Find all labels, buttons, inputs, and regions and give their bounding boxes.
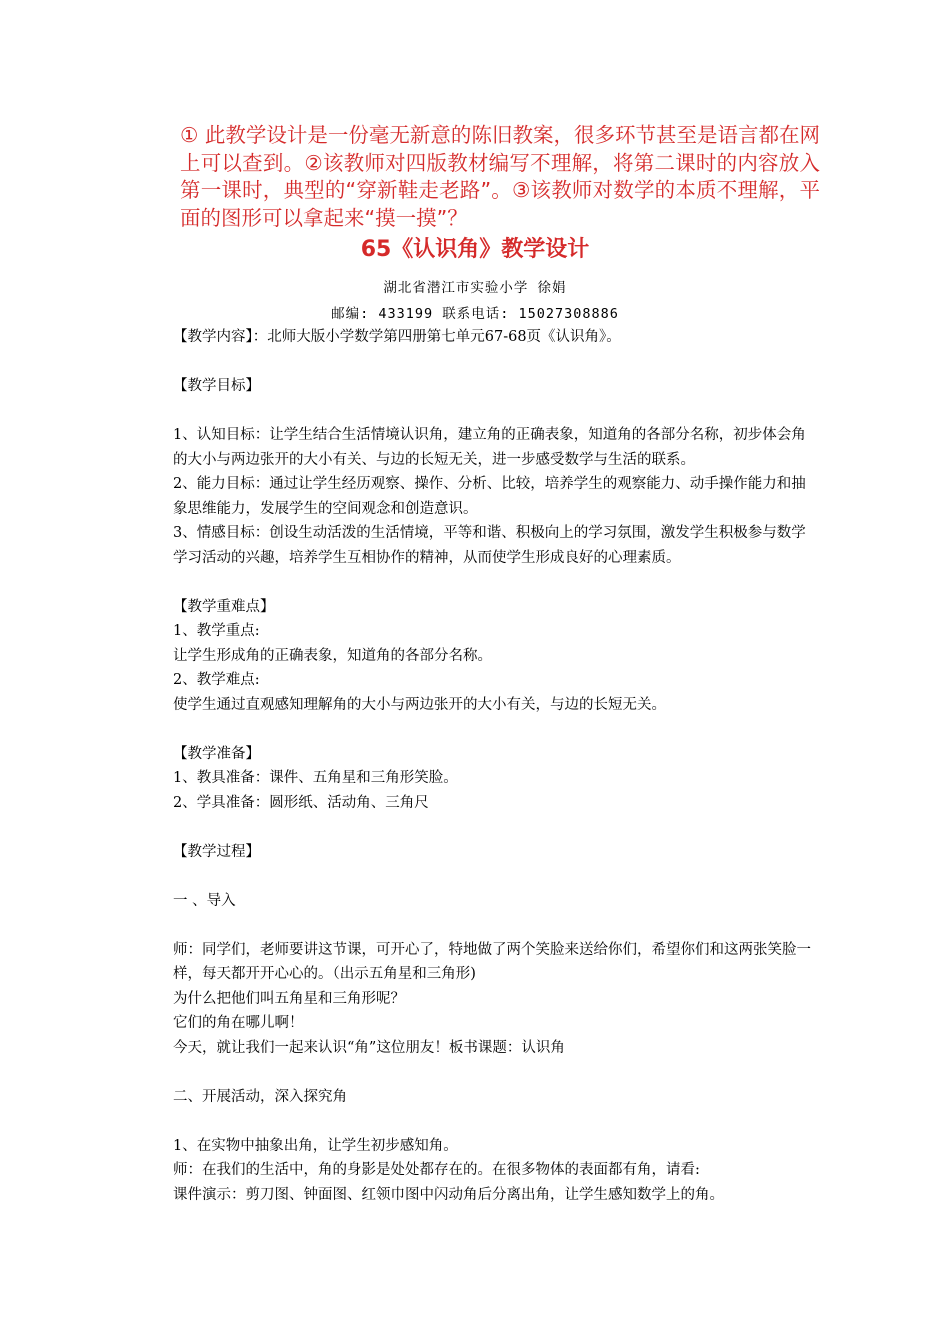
key-point-label: 1、教学重点: [173, 623, 260, 639]
difficulty-text: 使学生通过直观感知理解角的大小与两边张开的大小有关，与边的长短无关。 [173, 696, 666, 713]
prep-teacher: 1、教具准备：课件、五角星和三角形笑脸。 [173, 770, 458, 786]
question-2: 它们的角在哪儿啊！ [173, 1015, 304, 1031]
document-body [173, 325, 813, 1207]
question-3: 今天，就让我们一起来认识“角”这位朋友！板书课题：认识角 [173, 1039, 565, 1056]
teacher-intro: 师：同学们，老师要讲这节课，可开心了，特地做了两个笑脸来送给你们，希望你们和这两张笑脸一样，每天都开开心心的。（出示五角星和三角形) [173, 941, 811, 982]
goal-1: 1、认知目标：让学生结合生活情境认识角，建立角的正确表象，知道角的各部分名称，初步体会角的大小与两边张开的大小有关、与边的长短无关，进一步感受数学与生活的联系。 [173, 427, 806, 468]
page-title: 65《认识角》教学设计 [360, 237, 590, 262]
step-2-1: 1、在实物中抽象出角，让学生初步感知角。 [173, 1137, 458, 1154]
author-line: 湖北省潜江市实验小学 徐娟 [383, 280, 567, 296]
process-heading: 【教学过程】 [173, 843, 260, 860]
goal-3: 3、情感目标：创设生动活泼的生活情境，平等和谐、积极向上的学习氛围，激发学生积极参与数学学习活动的兴趣，培养学生互相协作的精神，从而使学生形成良好的心理素质。 [173, 525, 806, 566]
courseware-demo: 课件演示：剪刀图、钟面图、红领巾图中闪动角后分离出角，让学生感知数学上的角。 [173, 1186, 724, 1203]
prep-student: 2、学具准备：圆形纸、活动角、三角尺 [173, 794, 429, 811]
step-2-heading: 二、开展活动，深入探究角 [173, 1088, 347, 1105]
step-1-heading: 一 、导入 [173, 892, 236, 909]
contact-line: 邮编: 433199 联系电话: 15027308886 [331, 306, 619, 322]
goals-heading: 【教学目标】 [173, 378, 260, 394]
key-point-text: 让学生形成角的正确表象，知道角的各部分名称。 [173, 647, 492, 664]
goal-2: 2、能力目标：通过让学生经历观察、操作、分析、比较，培养学生的观察能力、动手操作能力和抽象思维能力，发展学生的空间观念和创造意识。 [173, 476, 806, 517]
teaching-content: 【教学内容】：北师大版小学数学第四册第七单元67-68页《认识角》。 [173, 329, 621, 345]
review-comment: ① 此教学设计是一份毫无新意的陈旧教案，很多环节甚至是语言都在网上可以查到。②该教师对四版教材编写不理解，将第二课时的内容放入第一课时，典型的“穿新鞋走老路”。③该教师对数学的本质不理解，平面的图形可以拿起来“摸一摸”？ [180, 123, 820, 230]
key-heading: 【教学重难点】 [173, 598, 275, 615]
prep-heading: 【教学准备】 [173, 745, 260, 762]
question-1: 为什么把他们叫五角星和三角形呢？ [173, 990, 405, 1007]
difficulty-label: 2、教学难点: [173, 672, 260, 688]
teacher-explain: 师：在我们的生活中，角的身影是处处都存在的。在很多物体的表面都有角，请看: [173, 1162, 700, 1178]
